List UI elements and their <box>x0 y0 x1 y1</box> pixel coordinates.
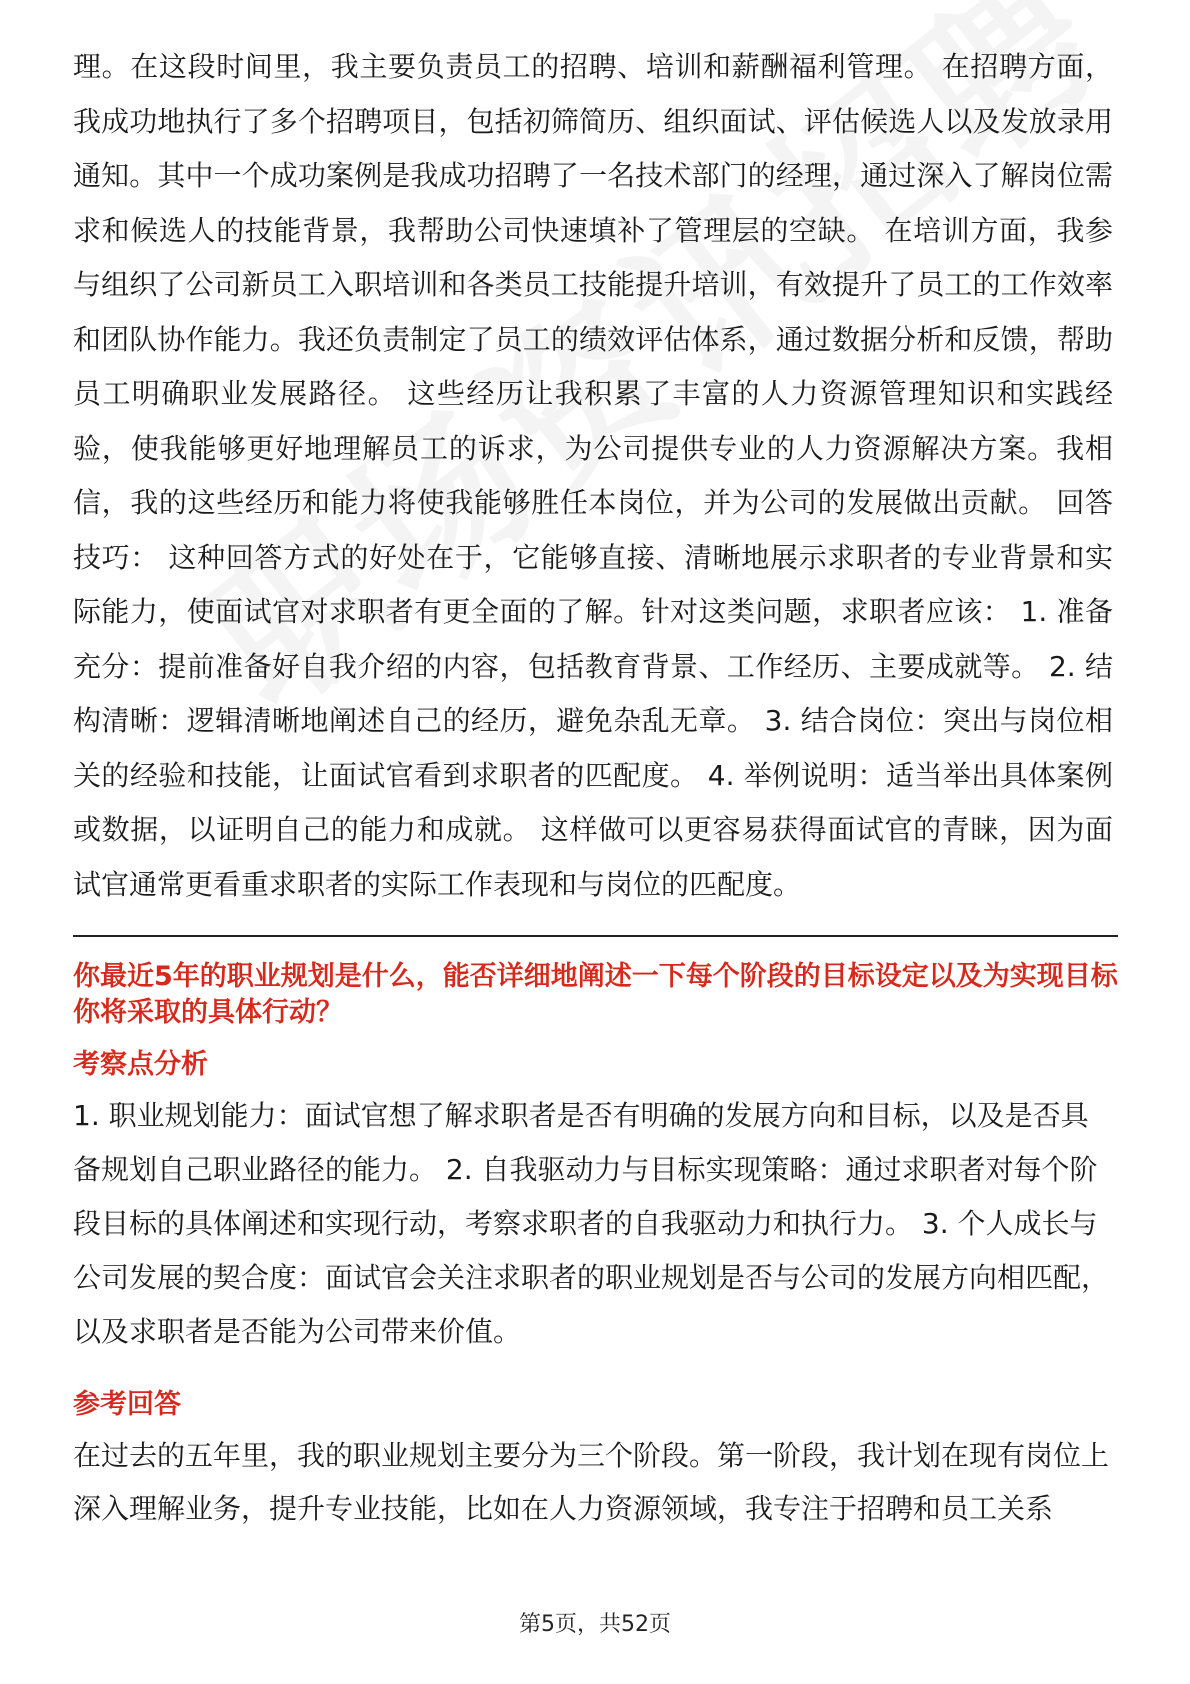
question-heading: 你最近5年的职业规划是什么，能否详细地阐述一下每个阶段的目标设定以及为实现目标你将采取的具体行动？ <box>73 961 1118 1028</box>
page-number: 第5页，共52页 <box>519 1612 671 1637</box>
document-body <box>73 40 1118 1535</box>
continuation-paragraph: 理。在这段时间里，我主要负责员工的招聘、培训和薪酬福利管理。 在招聘方面，我成功地执行了多个招聘项目，包括初筛简历、组织面试、评估候选人以及发放录用通知。其中一个成功案例是我成功招聘了一名技术部门的经理，通过深入了解岗位需求和候选人的技能背景，我帮助公司快速填补了管理层的空缺。 在培训方面，我参与组织了公司新员工入职培训和各类员工技能提升培训，有效提升了员工的工作效率和团队协作能力。我还负责制定了员工的绩效评估体系，通过数据分析和反馈，帮助员工明确职业发展路径。 这些经历让我积累了丰富的人力资源管理知识和实践经验，使我能够更好地理解员工的诉求，为公司提供专业的人力资源解决方案。我相信，我的这些经历和能力将使我能够胜任本岗位，并为公司的发展做出贡献。 回答技巧： 这种回答方式的好处在于，它能够直接、清晰地展示求职者的专业背景和实际能力，使面试官对求职者有更全面的了解。针对这类问题，求职者应该： 1. 准备充分：提前准备好自我介绍的内容，包括教育背景、工作经历、主要成就等。 2. 结构清晰：逻辑清晰地阐述自己的经历，避免杂乱无章。 3. 结合岗位：突出与岗位相关的经验和技能，让面试官看到求职者的匹配度。 4. 举例说明：适当举出具体案例或数据，以证明自己的能力和成就。 这样做可以更容易获得面试官的青睐，因为面试官通常更看重求职者的实际工作表现和与岗位的匹配度。 <box>73 50 1113 901</box>
section-divider <box>73 935 1118 937</box>
analysis-title: 考察点分析 <box>73 1049 208 1080</box>
reference-answer-title: 参考回答 <box>73 1389 181 1420</box>
reference-answer-paragraph: 在过去的五年里，我的职业规划主要分为三个阶段。第一阶段，我计划在现有岗位上深入理解业务，提升专业技能，比如在人力资源领域，我专注于招聘和员工关系 <box>73 1439 1110 1525</box>
analysis-paragraph: 1. 职业规划能力：面试官想了解求职者是否有明确的发展方向和目标，以及是否具备规划自己职业路径的能力。 2. 自我驱动力与目标实现策略：通过求职者对每个阶段目标的具体阐述和实现行动，考察求职者的自我驱动力和执行力。 3. 个人成长与公司发展的契合度：面试官会关注求职者的职业规划是否与公司的发展方向相匹配，以及求职者是否能为公司带来价值。 <box>73 1099 1110 1348</box>
